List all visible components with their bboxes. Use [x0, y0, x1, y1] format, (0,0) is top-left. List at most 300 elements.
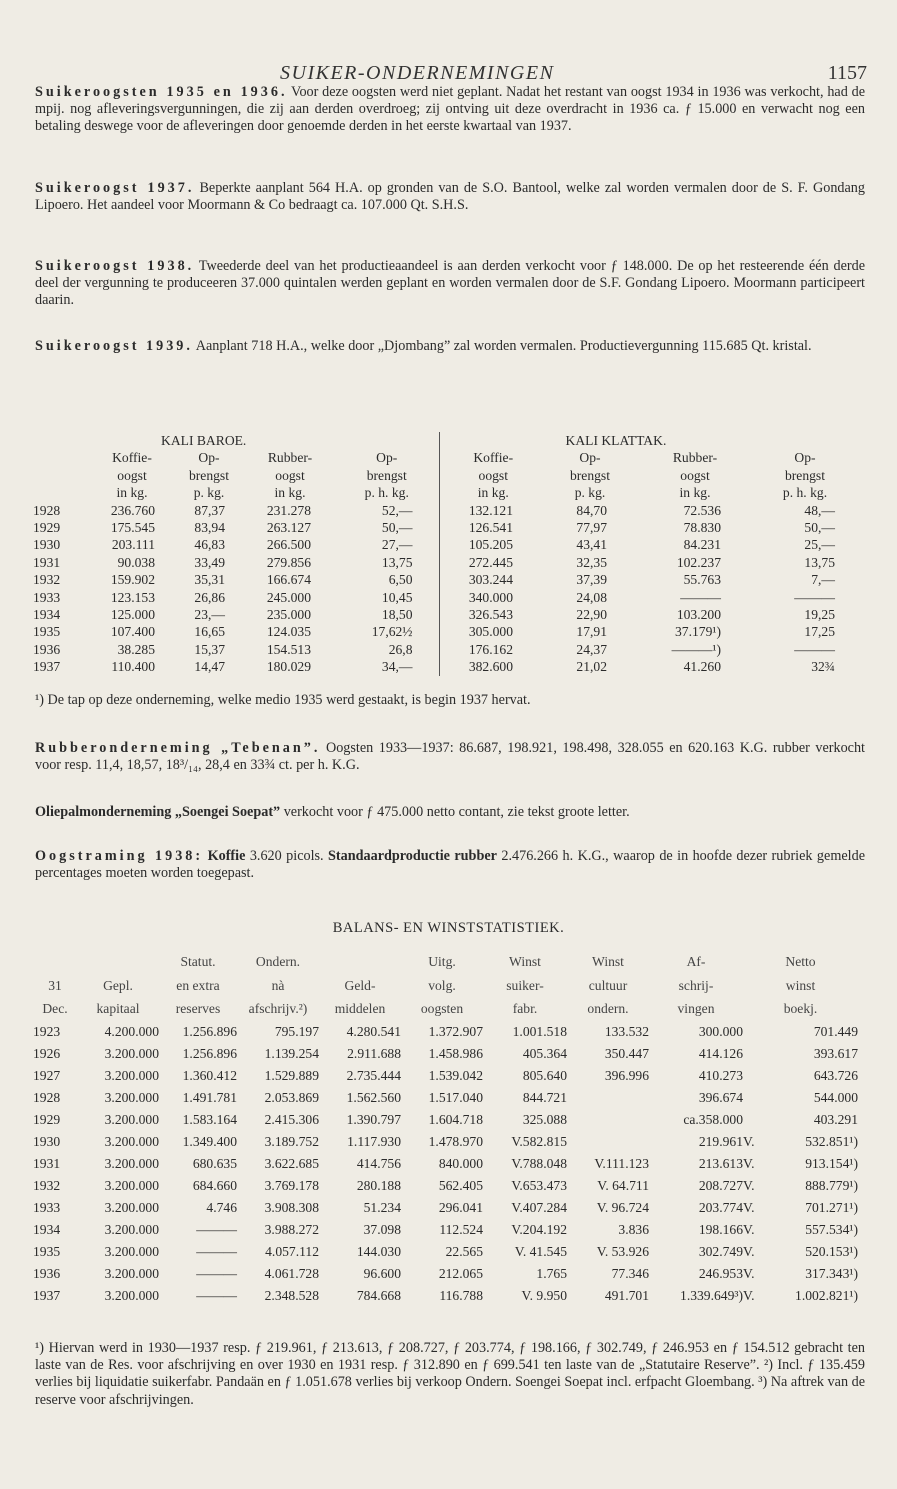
header-cell: Af-: [686, 954, 706, 969]
header-cell: 31: [48, 977, 62, 993]
table-cell: 532.851¹): [805, 1133, 858, 1149]
header-cell: Koffie-: [112, 450, 152, 466]
table-cell: [567, 1109, 649, 1131]
table-cell: 208.727: [698, 1177, 743, 1193]
header-cell: p. kg.: [193, 485, 225, 501]
table-cell: 1.517.040: [428, 1089, 483, 1105]
table-cell: 382.600: [468, 659, 513, 675]
table-row: [33, 1087, 858, 1109]
table-row: [33, 1241, 858, 1263]
table-cell: 110.400: [111, 659, 155, 675]
paragraph-text: Voor deze oogsten werd niet geplant. Nadat het restant van oogst 1934 in 1936 was verkocht, had de mpij. nog afleveringsvergunningen, die zij aan derden overdroeg; zij ontving uit deze overdracht in 1936 ca. ƒ 15.000 en verwacht nog een betaling deswege voor de afleveringen door genoemde derden in het eerste kwartaal van 1937.: [35, 84, 865, 135]
table-cell: ———: [794, 589, 835, 605]
note-rubber-text: 2.476.266 h. K.G., waarop de in hoofde dezer rubriek gemelde percentages moeten worden toegepast.: [35, 848, 865, 882]
note-text: Oogsten 1933—1937: 86.687, 198.921, 198.498, 328.055 en 620.163 K.G. rubber verkocht voor resp. 11,4, 18,57, 18³/₁₄, 28,4 en 33¾ ct. per h. K.G.: [35, 740, 865, 774]
kali-footnote: ¹) De tap op deze onderneming, welke medio 1935 werd gestaakt, is begin 1937 hervat.: [35, 692, 531, 708]
table-cell: 2.415.306: [264, 1111, 319, 1127]
table-row: [33, 641, 853, 658]
table-cell: 1.117.930: [347, 1133, 401, 1149]
balans-footnote: ¹) Hiervan werd in 1930—1937 resp. ƒ 219.961, ƒ 213.613, ƒ 208.727, ƒ 203.774, ƒ 198.166, ƒ 302.749, ƒ 246.953 en ƒ 154.512 gebracht ten laste van de Res. voor afschrijving en over 1930 en 1931 resp. ƒ 312.890 en ƒ 699.541 ten laste van de „Statutaire Reserve”. ²) Incl. ƒ 135.459 verlies bij liquidatie suikerfabr. Pandaän en ƒ 1.051.678 verlies bij verkoop Ondern. Soengei Soepat incl. erfpacht Gloembang. ³) Na aftrek van de reserve voor afschrijvingen.: [35, 1340, 865, 1408]
table-cell: 3.769.178: [264, 1177, 319, 1193]
table-cell: 405.364: [522, 1045, 567, 1061]
paragraph-lead: Suikeroogst 1939.: [35, 338, 193, 354]
year-cell: 1933: [33, 1199, 61, 1215]
header-cell: Uitg.: [428, 954, 456, 969]
group-kali-baroe: KALI BAROE.: [91, 432, 439, 449]
table-row: [33, 571, 853, 588]
table-cell: 888.779¹): [805, 1177, 858, 1193]
table-cell: 132.121: [468, 502, 513, 518]
table-cell: 303.244: [468, 572, 513, 588]
note-lead: Rubberonderneming „Tebenan”.: [35, 740, 321, 756]
header-cell: brengst: [335, 467, 439, 484]
table-cell: 37.179¹): [675, 624, 721, 640]
table-cell: 38.285: [117, 641, 155, 657]
note-koffie-text: 3.620 picols.: [245, 848, 324, 864]
table-cell: 280.188: [356, 1177, 401, 1193]
table-cell: 32¾: [811, 659, 835, 675]
table-cell: 144.030: [356, 1243, 401, 1259]
table-row: [33, 1219, 858, 1241]
loss-marker: V.: [743, 1133, 755, 1149]
table-cell: 203.111: [111, 537, 155, 553]
table-row: [33, 606, 853, 623]
table-cell: 17,25: [804, 624, 835, 640]
table-cell: 96.600: [363, 1265, 401, 1281]
table-cell: [567, 1087, 649, 1109]
table-cell: 325.088: [522, 1111, 567, 1127]
header-cell: cultuur: [588, 977, 628, 993]
table-row: [33, 554, 853, 571]
header-cell: Geld-: [344, 977, 376, 993]
table-cell: 643.726: [813, 1067, 858, 1083]
table-cell: V. 53.926: [596, 1243, 649, 1259]
balans-header-row: [33, 997, 858, 1021]
table-cell: 1.491.781: [182, 1089, 237, 1105]
header-cell: Statut.: [180, 954, 216, 969]
table-cell: 4.057.112: [265, 1243, 319, 1259]
header-cell: schrij-: [678, 977, 714, 993]
table-cell: 393.617: [813, 1045, 858, 1061]
loss-marker: V.: [743, 1177, 755, 1193]
paragraph-text: Beperkte aanplant 564 H.A. op gronden van de S.O. Bantool, welke zal worden vermalen door de S. F. Gondang Lipoero. Het aandeel voor Moormann & Co bedraagt ca. 107.000 Qt. S.H.S.: [35, 180, 865, 214]
header-cell: ondern.: [587, 1001, 629, 1016]
header-cell: oogst: [117, 467, 147, 483]
kali-header-row: [33, 467, 853, 484]
table-cell: 231.278: [266, 502, 311, 518]
header-cell: reserves: [175, 1001, 221, 1016]
year-cell: 1929: [33, 520, 61, 536]
table-row: [33, 1197, 858, 1219]
table-row: [33, 1109, 858, 1131]
table-cell: 1.478.970: [428, 1133, 483, 1149]
table-cell: 3.200.000: [104, 1133, 159, 1149]
group-kali-klattak: KALI KLATTAK.: [565, 433, 667, 448]
table-cell: 213.613: [698, 1155, 743, 1171]
year-cell: 1932: [33, 572, 61, 588]
table-cell: 83,94: [194, 520, 225, 536]
header-cell: Koffie-: [473, 450, 514, 466]
table-cell: 18,50: [335, 606, 439, 623]
table-cell: 72.536: [683, 502, 721, 518]
table-cell: 84.231: [683, 537, 721, 553]
table-cell: 124.035: [266, 624, 311, 640]
table-cell: 4.280.541: [346, 1023, 401, 1039]
table-cell: 300.000: [698, 1023, 743, 1039]
header-cell: p. h. kg.: [782, 485, 828, 501]
table-cell: 302.749: [698, 1243, 743, 1259]
header-cell: Gepl.: [103, 977, 133, 993]
table-cell: V. 64.711: [597, 1177, 649, 1193]
table-cell: 1.583.164: [182, 1111, 237, 1127]
table-cell: 16,65: [194, 624, 225, 640]
year-cell: 1933: [33, 589, 61, 605]
header-cell: in kg.: [274, 485, 306, 501]
header-cell: oogst: [478, 467, 508, 483]
header-cell: winst: [785, 977, 816, 993]
header-cell: Op-: [794, 450, 816, 466]
loss-marker: V.: [743, 1287, 755, 1303]
table-cell: 2.735.444: [346, 1067, 401, 1083]
table-cell: 126.541: [468, 520, 513, 536]
year-cell: 1930: [33, 537, 61, 553]
table-cell: V. 41.545: [514, 1243, 567, 1259]
table-cell: 125.000: [110, 607, 155, 623]
table-cell: 3.200.000: [104, 1199, 159, 1215]
header-cell: Ondern.: [255, 954, 301, 969]
table-cell: V.111.123: [594, 1155, 649, 1171]
balans-title: BALANS- EN WINSTSTATISTIEK.: [332, 920, 565, 936]
table-cell: 784.668: [356, 1287, 401, 1303]
table-cell: ca.358.000: [683, 1111, 743, 1127]
header-cell: vingen: [677, 1001, 715, 1016]
table-cell: V.204.192: [511, 1221, 567, 1237]
table-cell: 77,97: [576, 520, 607, 536]
table-cell: 3.200.000: [104, 1221, 159, 1237]
table-cell: 2.053.869: [264, 1089, 319, 1105]
table-cell: V. 96.724: [596, 1199, 649, 1215]
paragraph-oogst-1938: [35, 258, 865, 310]
table-cell: 26,8: [335, 641, 439, 658]
table-cell: 51.234: [363, 1199, 401, 1215]
table-cell: 701.449: [813, 1023, 858, 1039]
table-cell: 4.061.728: [264, 1265, 319, 1281]
table-cell: 326.543: [468, 607, 513, 623]
table-cell: 396.674: [698, 1089, 743, 1105]
table-cell: 3.200.000: [104, 1177, 159, 1193]
table-cell: 154.513: [266, 641, 311, 657]
table-cell: 1.001.518: [512, 1023, 567, 1039]
header-cell: in kg.: [116, 485, 148, 501]
table-cell: 1.765: [536, 1265, 567, 1281]
table-cell: 166.674: [266, 572, 311, 588]
table-cell: V.653.473: [511, 1177, 567, 1193]
note-text: verkocht voor ƒ 475.000 netto contant, zie tekst groote letter.: [280, 804, 630, 820]
header-cell: p. kg.: [574, 485, 606, 501]
table-cell: 2.911.688: [347, 1045, 401, 1061]
loss-marker: V.: [743, 1243, 755, 1259]
table-row: [33, 1065, 858, 1087]
header-cell: Op-: [335, 449, 439, 466]
balans-header-row: [33, 950, 858, 974]
note-rubber: Standaardproductie rubber: [323, 848, 497, 864]
table-cell: 296.041: [438, 1199, 483, 1215]
paragraph-oogst-1939: [35, 338, 865, 355]
table-cell: 1.372.907: [428, 1023, 483, 1039]
table-cell: 116.788: [439, 1287, 483, 1303]
table-cell: 279.856: [266, 554, 311, 570]
table-cell: 414.756: [356, 1155, 401, 1171]
paragraph-oogst-1937: [35, 180, 865, 214]
table-cell: 1.256.896: [182, 1023, 237, 1039]
table-cell: 33,49: [194, 554, 225, 570]
table-cell: 844.721: [522, 1089, 567, 1105]
year-cell: 1926: [33, 1045, 61, 1061]
table-cell: 26,86: [194, 589, 225, 605]
year-cell: 1936: [33, 641, 61, 657]
table-cell: 7,—: [811, 572, 835, 588]
balans-table: [33, 950, 858, 1307]
header-cell: in kg.: [679, 485, 711, 501]
table-cell: 219.961: [698, 1133, 743, 1149]
loss-marker: [743, 1043, 761, 1065]
paragraph-text: Aanplant 718 H.A., welke door „Djombang” zal worden vermalen. Productievergunning 115.685 Qt. kristal.: [192, 338, 812, 354]
table-cell: ———: [794, 641, 835, 657]
header-cell: Rubber-: [267, 450, 313, 466]
table-cell: 263.127: [266, 520, 311, 536]
note-lead: Oliepalmonderneming „Soengei Soepat”: [35, 804, 281, 820]
loss-marker: [743, 1087, 761, 1109]
table-cell: 3.189.752: [264, 1133, 319, 1149]
loss-marker: V.: [743, 1265, 755, 1281]
table-cell: 245.000: [266, 589, 311, 605]
table-cell: 701.271¹): [805, 1199, 858, 1215]
table-cell: 1.360.412: [182, 1067, 237, 1083]
table-cell: V. 9.950: [521, 1287, 567, 1303]
table-cell: 4.200.000: [104, 1023, 159, 1039]
table-cell: 105.205: [468, 537, 513, 553]
table-cell: 46,83: [194, 537, 225, 553]
table-cell: 77.346: [611, 1265, 649, 1281]
table-cell: V.407.284: [511, 1199, 567, 1215]
table-cell: 317.343¹): [805, 1265, 858, 1281]
table-cell: 22,90: [576, 607, 607, 623]
table-cell: ———: [680, 589, 721, 605]
table-cell: 3.200.000: [104, 1155, 159, 1171]
table-row: [33, 589, 853, 606]
table-cell: 305.000: [468, 624, 513, 640]
table-cell: 43,41: [576, 537, 607, 553]
table-cell: 3.200.000: [104, 1067, 159, 1083]
table-cell: 32,35: [576, 554, 607, 570]
header-cell: brengst: [569, 467, 611, 483]
table-cell: ———: [196, 1287, 237, 1303]
table-row: [33, 1043, 858, 1065]
table-cell: 103.200: [676, 607, 721, 623]
table-cell: 520.153¹): [805, 1243, 858, 1259]
table-cell: 25,—: [804, 537, 835, 553]
table-cell: 680.635: [192, 1155, 237, 1171]
table-cell: 414.126: [698, 1045, 743, 1061]
table-cell: 10,45: [335, 589, 439, 606]
table-cell: 1.139.254: [264, 1045, 319, 1061]
table-cell: 3.200.000: [104, 1111, 159, 1127]
table-cell: 1.529.889: [264, 1067, 319, 1083]
note-oliepalm: [35, 804, 865, 821]
header-cell: in kg.: [477, 485, 509, 501]
loss-marker: [743, 1109, 761, 1131]
table-cell: 180.029: [266, 659, 311, 675]
table-cell: 840.000: [438, 1155, 483, 1171]
table-row: [33, 623, 853, 640]
header-cell: Op-: [579, 450, 601, 466]
table-cell: 24,37: [576, 641, 607, 657]
table-row: [33, 519, 853, 536]
header-cell: en extra: [176, 977, 220, 993]
table-cell: 805.640: [522, 1067, 567, 1083]
table-cell: 557.534¹): [805, 1221, 858, 1237]
year-cell: 1928: [33, 1089, 61, 1105]
header-cell: p. h. kg.: [335, 484, 439, 501]
year-cell: 1937: [33, 659, 61, 675]
header-cell: [33, 449, 91, 466]
note-rubberonderneming: [35, 740, 865, 774]
kali-header-row: [33, 449, 853, 466]
table-cell: 3.200.000: [104, 1045, 159, 1061]
header-cell: [319, 950, 401, 974]
header-cell: [77, 950, 159, 974]
table-cell: 17,91: [576, 624, 607, 640]
year-cell: 1934: [33, 1221, 61, 1237]
table-cell: 13,75: [335, 554, 439, 571]
table-cell: 37.098: [363, 1221, 401, 1237]
table-cell: 235.000: [266, 607, 311, 623]
note-lead: Oogstraming 1938:: [35, 848, 204, 864]
paragraph-lead: Suikeroogst 1938.: [35, 258, 195, 274]
paragraph-lead: Suikeroogsten 1935 en 1936.: [35, 84, 288, 100]
table-cell: 55.763: [683, 572, 721, 588]
table-row: [33, 658, 853, 675]
table-row: [33, 502, 853, 519]
table-cell: 13,75: [804, 554, 835, 570]
running-title: SUIKER-ONDERNEMINGEN: [280, 62, 555, 84]
table-cell: 4.746: [206, 1199, 237, 1215]
table-cell: ———¹): [671, 641, 721, 657]
table-cell: 203.774: [698, 1199, 743, 1215]
table-cell: 1.390.797: [346, 1111, 401, 1127]
table-cell: 19,25: [804, 607, 835, 623]
table-cell: 78.830: [683, 520, 721, 536]
table-cell: 1.539.042: [428, 1067, 483, 1083]
table-row: [33, 1263, 858, 1285]
table-cell: 133.532: [604, 1023, 649, 1039]
table-cell: ———: [196, 1221, 237, 1237]
header-cell: Netto: [785, 954, 816, 969]
table-cell: 1.562.560: [346, 1089, 401, 1105]
table-cell: 3.200.000: [104, 1243, 159, 1259]
kali-table: [33, 432, 853, 676]
year-cell: 1929: [33, 1111, 61, 1127]
header-cell: [33, 484, 91, 501]
header-cell: boekj.: [783, 1001, 818, 1016]
year-cell: 1931: [33, 1155, 61, 1171]
table-cell: 175.545: [110, 520, 155, 536]
balans-header-row: [33, 974, 858, 998]
table-cell: V.788.048: [511, 1155, 567, 1171]
table-cell: 48,—: [804, 502, 835, 518]
header-cell: Winst: [509, 954, 541, 969]
table-cell: 3.908.308: [264, 1199, 319, 1215]
table-row: [33, 1131, 858, 1153]
year-cell: 1935: [33, 624, 61, 640]
table-cell: 34,—: [335, 658, 439, 675]
year-cell: 1927: [33, 1067, 61, 1083]
year-cell: 1928: [33, 502, 61, 518]
note-koffie: Koffie: [203, 848, 246, 864]
kali-group-row: [33, 432, 853, 449]
table-cell: 15,37: [194, 641, 225, 657]
header-cell: Rubber-: [672, 450, 718, 466]
table-cell: ———: [196, 1243, 237, 1259]
table-cell: 41.260: [683, 659, 721, 675]
header-cell: afschrijv.²): [248, 1001, 308, 1016]
table-cell: 3.200.000: [104, 1265, 159, 1281]
table-cell: 1.002.821¹): [795, 1287, 858, 1303]
table-cell: 35,31: [194, 572, 225, 588]
loss-marker: [743, 1021, 761, 1043]
table-cell: 27,—: [335, 536, 439, 553]
paragraph-text: Tweederde deel van het productieaandeel is aan derden verkocht voor ƒ 148.000. De op het resteerende één derde deel der vergunning te produceeren 37.000 quintalen werden geplant en worden vermalen door de S.F. Gondang Lipoero. Moormann participeert daarin.: [35, 258, 865, 309]
kali-header-row: [33, 484, 853, 501]
loss-marker: V.: [743, 1199, 755, 1215]
year-cell: 1935: [33, 1243, 61, 1259]
loss-marker: V.: [743, 1155, 755, 1171]
table-cell: 795.197: [274, 1023, 319, 1039]
header-cell: oogst: [275, 467, 305, 483]
table-cell: 24,08: [576, 589, 607, 605]
table-row: [33, 1175, 858, 1197]
table-cell: 21,02: [576, 659, 607, 675]
table-row: [33, 1021, 858, 1043]
header-cell: nà: [271, 977, 285, 993]
year-cell: 1937: [33, 1287, 61, 1303]
table-cell: 272.445: [468, 554, 513, 570]
table-cell: 1.256.896: [182, 1045, 237, 1061]
table-cell: 84,70: [576, 502, 607, 518]
table-cell: 23,—: [194, 607, 225, 623]
table-cell: 544.000: [813, 1089, 858, 1105]
table-cell: 37,39: [576, 572, 607, 588]
header-cell: Op-: [198, 450, 220, 466]
year-cell: 1931: [33, 554, 61, 570]
table-cell: 340.000: [468, 589, 513, 605]
table-cell: 3.622.685: [264, 1155, 319, 1171]
table-cell: ———: [196, 1265, 237, 1281]
header-cell: middelen: [334, 1001, 386, 1016]
year-cell: 1934: [33, 607, 61, 623]
table-cell: 50,—: [804, 520, 835, 536]
table-cell: 3.836: [618, 1221, 649, 1237]
header-cell: Winst: [592, 954, 624, 969]
header-cell: brengst: [188, 467, 230, 483]
table-row: [33, 1153, 858, 1175]
paragraph-oogsten-1935-1936: [35, 84, 865, 136]
year-cell: 1930: [33, 1133, 61, 1149]
table-cell: 176.162: [468, 641, 513, 657]
header-cell: brengst: [784, 467, 826, 483]
table-cell: V.582.815: [511, 1133, 567, 1149]
table-cell: 50,—: [335, 519, 439, 536]
